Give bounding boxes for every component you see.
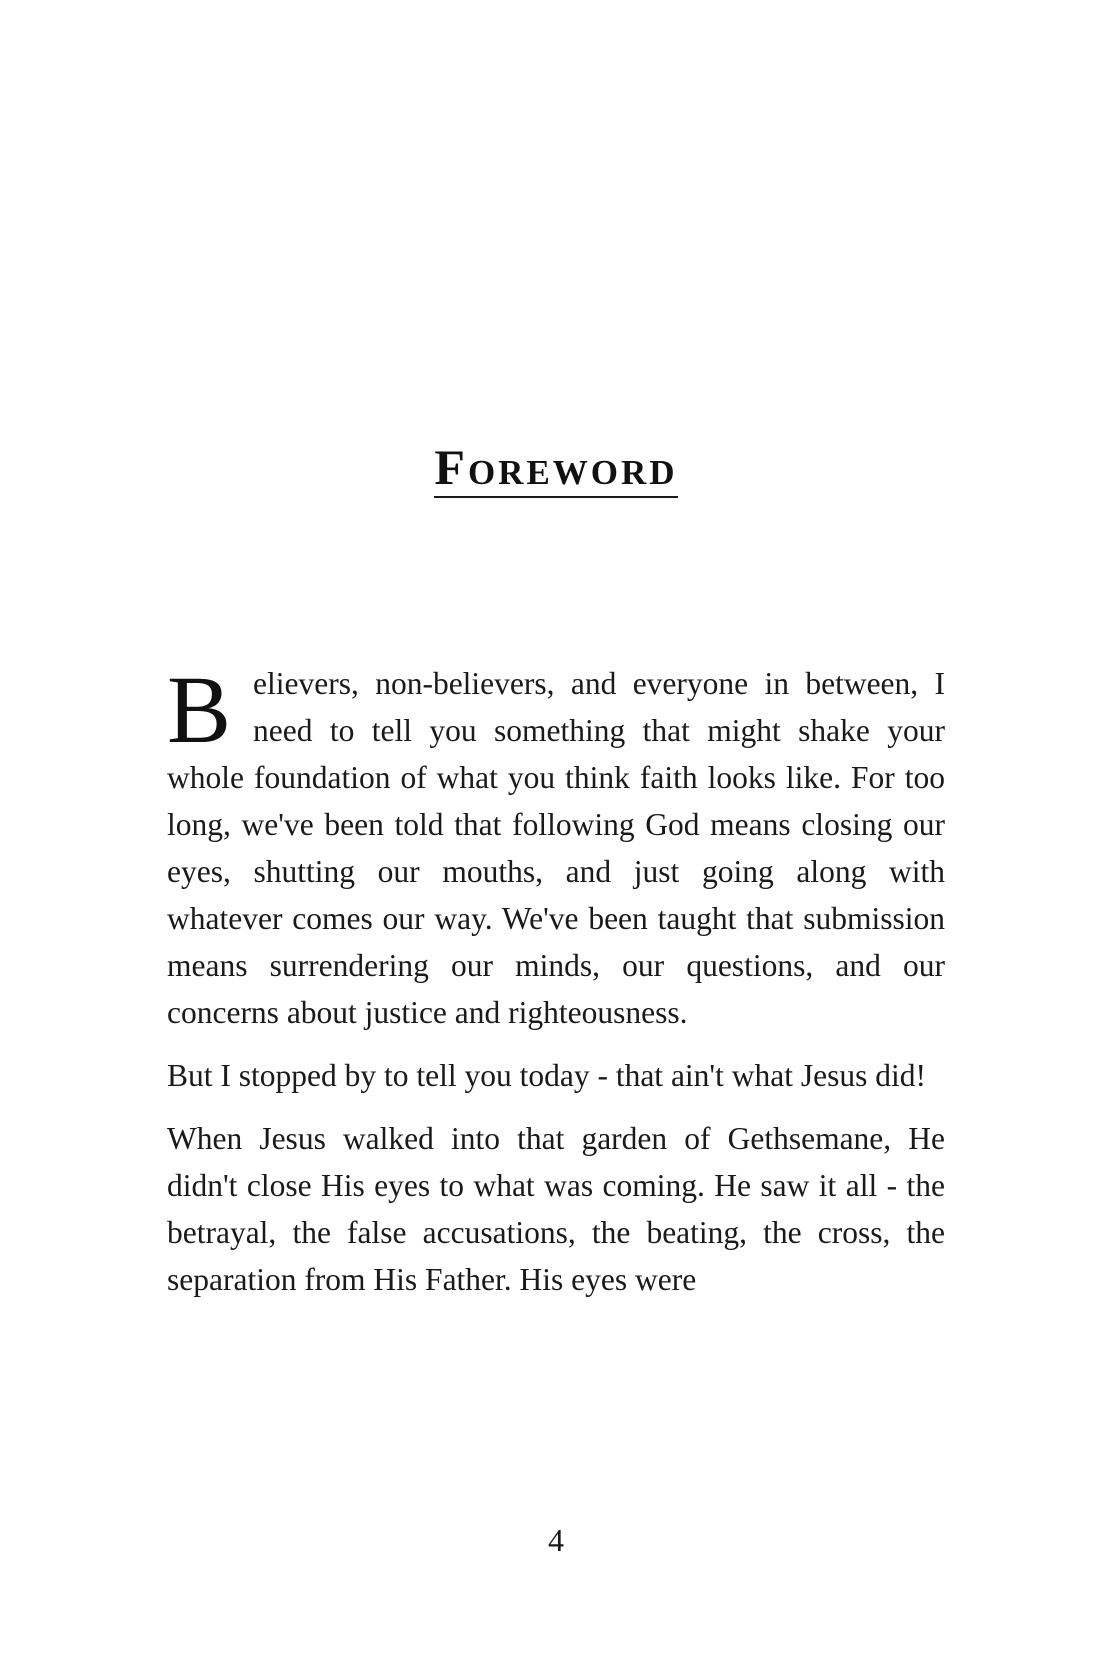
page-number: 4 <box>548 1522 564 1558</box>
chapter-heading <box>0 438 1112 498</box>
chapter-body <box>167 656 945 1319</box>
paragraph-opening-text: elievers, non-believers, and everyone in between, I need to tell you something that might shake your whole foundation of what you think faith looks like. For too long, we've been told that following God means closing our eyes, shutting our mouths, and just going along with whatever comes our way. We've been taught that submission means surrendering our minds, our questions, and our concerns about justice and righteousness. <box>167 666 945 1030</box>
chapter-title: Foreword <box>434 438 677 498</box>
drop-cap: B <box>167 656 232 763</box>
paragraph-opening <box>167 656 945 1036</box>
paragraph-2: But I stopped by to tell you today - that ain't what Jesus did! <box>167 1058 926 1093</box>
paragraph-3: When Jesus walked into that garden of Gethsemane, He didn't close His eyes to what was coming. He saw it all - the betrayal, the false accusations, the beating, the cross, the separation from His Father. His eyes were <box>167 1121 945 1297</box>
